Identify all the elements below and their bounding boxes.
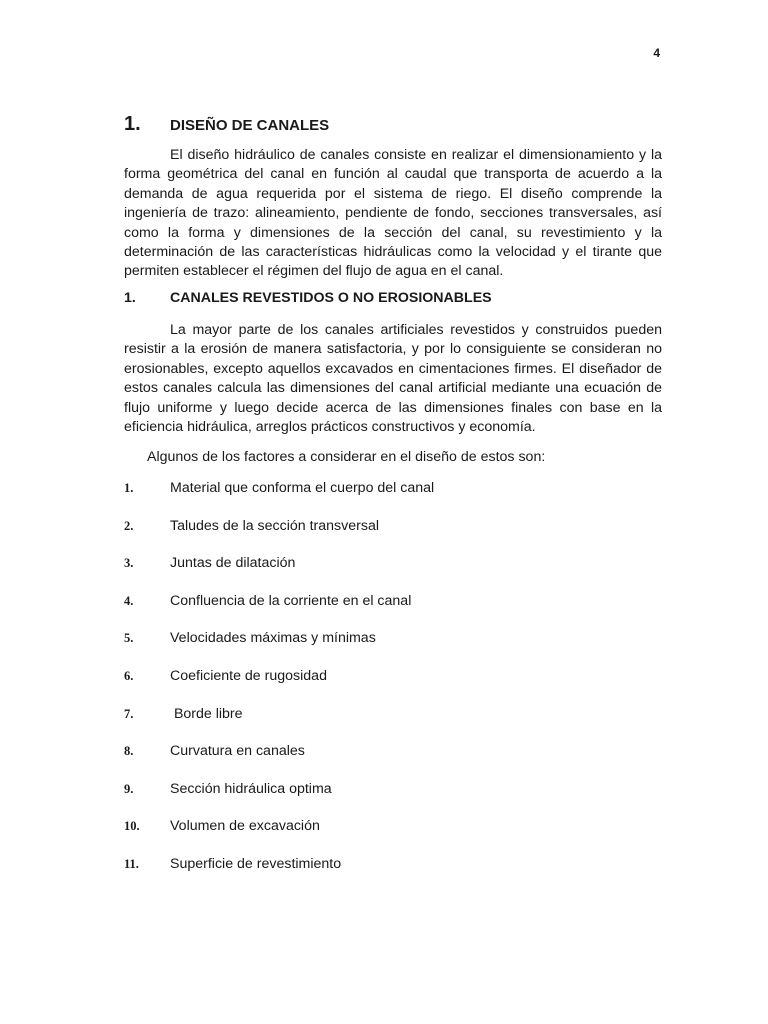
list-item-text: Superficie de revestimiento xyxy=(170,855,342,872)
list-item xyxy=(124,856,434,894)
list-item-text: Juntas de dilatación xyxy=(170,555,296,572)
factor-list xyxy=(124,480,434,894)
list-item-number: 5. xyxy=(124,631,134,646)
list-item-number: 1. xyxy=(124,481,134,495)
list-item-text: Borde libre xyxy=(170,705,243,722)
list-item-number: 7. xyxy=(124,706,134,721)
section-title: DISEÑO DE CANALES xyxy=(170,117,330,134)
subsection-number: 1. xyxy=(124,290,136,306)
list-item-text: Confluencia de la corriente en el canal xyxy=(170,592,412,609)
list-item-text: Curvatura en canales xyxy=(170,743,305,760)
list-item xyxy=(124,668,434,706)
list-item xyxy=(124,555,434,593)
list-item-text: Taludes de la sección transversal xyxy=(170,517,379,534)
list-item xyxy=(124,706,434,744)
subsection-heading xyxy=(124,290,492,306)
subsection-title: CANALES REVESTIDOS O NO EROSIONABLES xyxy=(170,290,492,306)
list-item-text: Coeficiente de rugosidad xyxy=(170,667,327,684)
list-item xyxy=(124,743,434,781)
list-item-number: 2. xyxy=(124,518,134,533)
factors-intro: Algunos de los factores a considerar en el diseño de estos son: xyxy=(147,449,546,465)
list-item xyxy=(124,593,434,631)
list-item-text: Velocidades máximas y mínimas xyxy=(170,630,376,647)
list-item-number: 8. xyxy=(124,744,134,759)
list-item xyxy=(124,518,434,556)
list-item-number: 11. xyxy=(124,856,139,871)
list-item-number: 4. xyxy=(124,593,134,608)
section-number: 1. xyxy=(124,113,141,135)
page-number: 4 xyxy=(653,46,660,60)
list-item-number: 6. xyxy=(124,668,134,683)
list-item-number: 9. xyxy=(124,781,134,796)
list-item xyxy=(124,480,434,518)
list-item-number: 3. xyxy=(124,556,134,571)
list-item-text: Volumen de excavación xyxy=(170,818,320,835)
list-item-text: Material que conforma el cuerpo del canal xyxy=(170,480,435,496)
list-item xyxy=(124,818,434,856)
subsection-paragraph: La mayor parte de los canales artificiales revestidos y construidos pueden resistir a la erosión de manera satisfactoria, y por lo consiguiente se consideran no erosionables, excepto aquellos excavados en cimentaciones firmes. El diseñador de estos canales calcula las dimensiones del canal artificial mediante una ecuación de flujo uniforme y luego decide acerca de las dimensiones finales con base en la eficiencia hidráulica, arreglos prácticos constructivos y economía. xyxy=(124,322,662,436)
list-item-number: 10. xyxy=(124,819,140,834)
section-paragraph: El diseño hidráulico de canales consiste en realizar el dimensionamiento y la forma geométrica del canal en función al caudal que transporta de acuerdo a la demanda de agua requerida por el sistema de riego. El diseño comprende la ingeniería de trazo: alineamiento, pendiente de fondo, secciones transversales, así como la forma y dimensiones de la sección del canal, su revestimiento y la determinación de las características hidráulicas como la velocidad y el tirante que permiten establecer el régimen del flujo de agua en el canal. xyxy=(124,147,662,280)
section-heading xyxy=(124,113,329,136)
list-item-text: Sección hidráulica optima xyxy=(170,780,332,797)
list-item xyxy=(124,630,434,668)
list-item xyxy=(124,781,434,819)
